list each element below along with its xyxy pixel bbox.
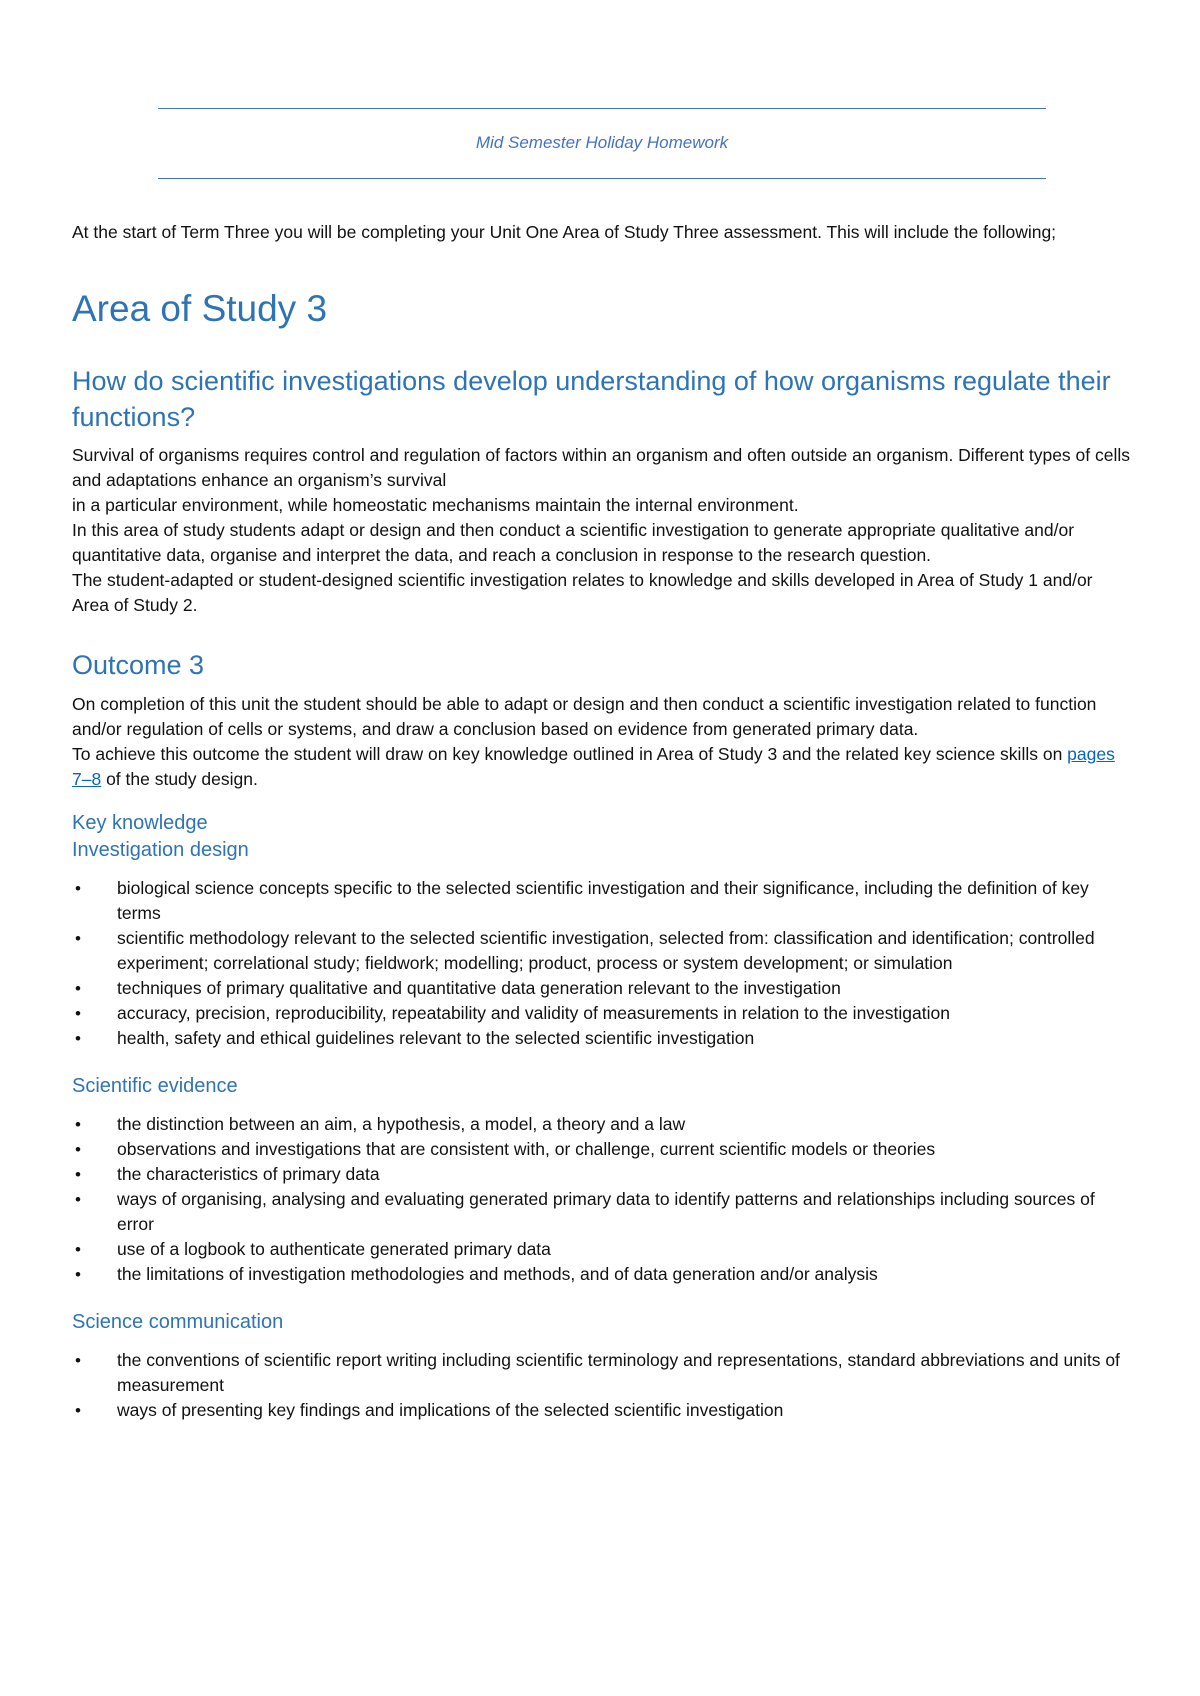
list-item-text: scientific methodology relevant to the selected scientific investigation, selected from: classification and identification; controlled experiment; correlational study; fieldwork; modelling; product, process or system development; or simulation bbox=[117, 928, 1095, 973]
outcome-heading: Outcome 3 bbox=[72, 650, 205, 680]
list-item bbox=[72, 1348, 1132, 1398]
science-communication-list bbox=[72, 1348, 1132, 1423]
bullet-icon: • bbox=[75, 1029, 81, 1048]
bullet-icon: • bbox=[75, 1004, 81, 1023]
list-item-text: ways of organising, analysing and evaluating generated primary data to identify patterns and relationships including sources of error bbox=[117, 1189, 1095, 1234]
bullet-icon: • bbox=[75, 1265, 81, 1284]
list-item bbox=[72, 1001, 1132, 1026]
science-communication-heading: Science communication bbox=[72, 1311, 284, 1333]
bullet-icon: • bbox=[75, 929, 81, 948]
list-item bbox=[72, 1262, 1132, 1287]
list-item-text: observations and investigations that are consistent with, or challenge, current scientific models or theories bbox=[117, 1139, 936, 1159]
list-item-text: techniques of primary qualitative and quantitative data generation relevant to the investigation bbox=[117, 978, 841, 998]
investigation-design-heading: Investigation design bbox=[72, 839, 249, 861]
header-top-rule bbox=[158, 108, 1046, 109]
list-item bbox=[72, 1237, 1132, 1262]
list-item bbox=[72, 1026, 1132, 1051]
list-item-text: health, safety and ethical guidelines relevant to the selected scientific investigation bbox=[117, 1028, 755, 1048]
area-description bbox=[72, 443, 1132, 618]
bullet-icon: • bbox=[75, 1115, 81, 1134]
outcome-paragraph: On completion of this unit the student should be able to adapt or design and then conduct a scientific investigation related to function and/or regulation of cells or systems, and draw a conclusion based on evidence from generated primary data. bbox=[72, 694, 1097, 739]
bullet-icon: • bbox=[75, 1190, 81, 1209]
intro-paragraph: At the start of Term Three you will be completing your Unit One Area of Study Three assessment. This will include the following; bbox=[72, 222, 1057, 242]
scientific-evidence-heading: Scientific evidence bbox=[72, 1075, 238, 1097]
list-item bbox=[72, 1162, 1132, 1187]
list-item-text: biological science concepts specific to the selected scientific investigation and their significance, including the definition of key terms bbox=[117, 878, 1089, 923]
list-item bbox=[72, 1398, 1132, 1423]
area-paragraph: in a particular environment, while homeostatic mechanisms maintain the internal environment. bbox=[72, 495, 799, 515]
bullet-icon: • bbox=[75, 879, 81, 898]
list-item bbox=[72, 876, 1132, 926]
outcome-text-before-link: To achieve this outcome the student will draw on key knowledge outlined in Area of Study 3 and the related key science skills on bbox=[72, 744, 1068, 764]
header-bottom-rule bbox=[158, 178, 1046, 179]
list-item bbox=[72, 1112, 1132, 1137]
area-paragraph: The student-adapted or student-designed scientific investigation relates to knowledge and skills developed in Area of Study 1 and/or Area of Study 2. bbox=[72, 570, 1093, 615]
outcome-text-after-link: of the study design. bbox=[101, 769, 258, 789]
list-item-text: use of a logbook to authenticate generated primary data bbox=[117, 1239, 551, 1259]
list-item-text: the distinction between an aim, a hypothesis, a model, a theory and a law bbox=[117, 1114, 686, 1134]
outcome-paragraph-study-design bbox=[72, 742, 1132, 792]
list-item bbox=[72, 976, 1132, 1001]
header-title: Mid Semester Holiday Homework bbox=[475, 133, 729, 152]
bullet-icon: • bbox=[75, 1140, 81, 1159]
area-of-study-heading: Area of Study 3 bbox=[72, 288, 328, 329]
investigation-design-list bbox=[72, 876, 1132, 1051]
bullet-icon: • bbox=[75, 1401, 81, 1420]
bullet-icon: • bbox=[75, 1351, 81, 1370]
outcome-description bbox=[72, 692, 1132, 792]
area-paragraph: In this area of study students adapt or design and then conduct a scientific investigation to generate appropriate qualitative and/or quantitative data, organise and interpret the data, and reach a conclusion in response to the research question. bbox=[72, 520, 1075, 565]
key-knowledge-heading: Key knowledge bbox=[72, 812, 208, 834]
area-question-heading: How do scientific investigations develop understanding of how organisms regulate their functions? bbox=[72, 366, 1111, 432]
list-item bbox=[72, 1137, 1132, 1162]
list-item-text: the characteristics of primary data bbox=[117, 1164, 380, 1184]
list-item-text: the conventions of scientific report writing including scientific terminology and representations, standard abbreviations and units of measurement bbox=[117, 1350, 1120, 1395]
scientific-evidence-list bbox=[72, 1112, 1132, 1287]
bullet-icon: • bbox=[75, 979, 81, 998]
area-paragraph: Survival of organisms requires control and regulation of factors within an organism and often outside an organism. Different types of cells and adaptations enhance an organism’s survival bbox=[72, 445, 1131, 490]
list-item bbox=[72, 1187, 1132, 1237]
bullet-icon: • bbox=[75, 1165, 81, 1184]
list-item-text: the limitations of investigation methodologies and methods, and of data generation and/or analysis bbox=[117, 1264, 878, 1284]
document-body bbox=[72, 220, 1132, 1423]
list-item-text: accuracy, precision, reproducibility, repeatability and validity of measurements in relation to the investigation bbox=[117, 1003, 950, 1023]
pages-link[interactable]: pages 7–8 bbox=[72, 744, 1115, 789]
bullet-icon: • bbox=[75, 1240, 81, 1259]
list-item-text: ways of presenting key findings and implications of the selected scientific investigation bbox=[117, 1400, 784, 1420]
list-item bbox=[72, 926, 1132, 976]
